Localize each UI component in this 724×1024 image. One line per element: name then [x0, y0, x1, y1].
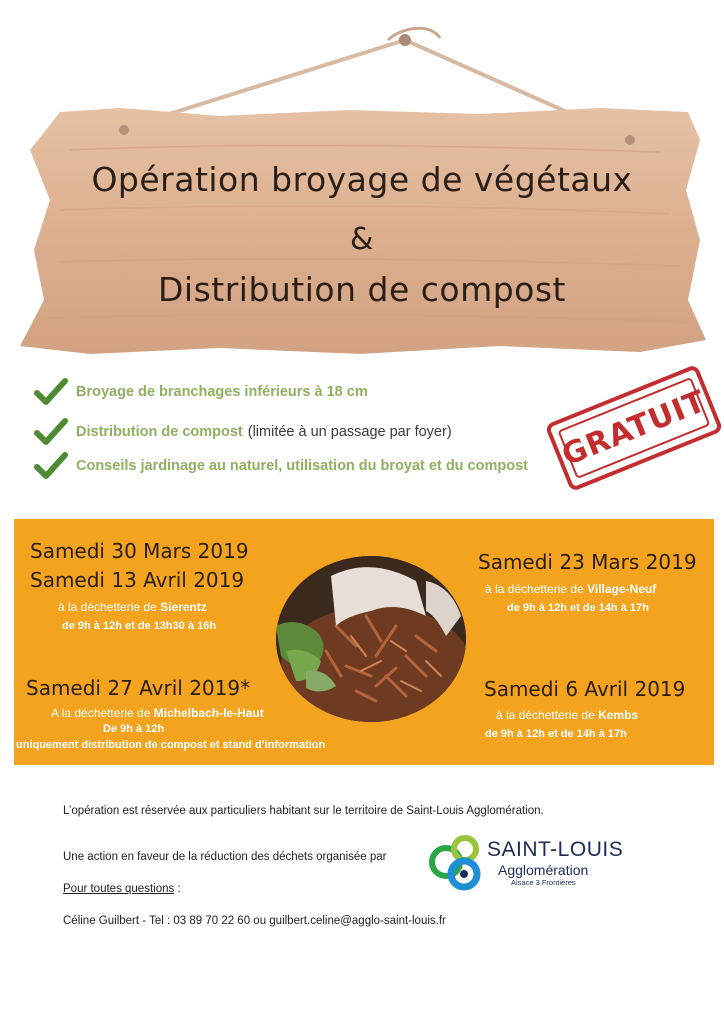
gratuit-stamp: [544, 364, 723, 492]
event-date: Samedi 13 Avril 2019: [30, 568, 245, 592]
logo-tagline: Alsace 3 Frontières: [511, 878, 576, 887]
action-text: Une action en faveur de la réduction des déchets organisée par: [63, 851, 387, 863]
location-name: Kembs: [598, 708, 639, 722]
wood-chips-illustration: [276, 556, 466, 722]
event-hours: de 9h à 12h et de 13h30 à 16h: [62, 620, 217, 632]
stamp-text: GRATUIT: [556, 383, 712, 473]
location-name: Sierentz: [160, 600, 207, 614]
reserved-notice: L’opération est réservée aux particuliers habitant sur le territoire de Saint-Louis Agglomération.: [63, 805, 544, 817]
event-hours: de 9h à 12h et de 14h à 17h: [507, 602, 649, 614]
event-location: à la déchetterie de Sierentz: [58, 600, 207, 614]
check-item-2: [34, 416, 452, 448]
event-note: uniquement distribution de compost et stand d’information: [16, 739, 326, 751]
check-icon: [34, 377, 68, 407]
event-date: Samedi 30 Mars 2019: [30, 539, 249, 563]
event-hours: De 9h à 12h: [103, 723, 165, 735]
sign-hole-right: [625, 135, 635, 145]
event-location: A la déchetterie de Michelbach-le-Haut: [51, 706, 264, 720]
nail: [399, 34, 411, 46]
title-line-2: Distribution de compost: [158, 270, 566, 309]
title-ampersand: &: [350, 222, 374, 257]
questions-label: Pour toutes questions: [63, 883, 175, 895]
wood-chips-photo: [276, 556, 466, 722]
location-name: Michelbach-le-Haut: [153, 706, 264, 720]
check-item-3: [34, 450, 528, 482]
check-item-text: Conseils jardinage au naturel, utilisation du broyat et du compost: [76, 458, 528, 474]
stamp-inner-border: [558, 377, 711, 479]
check-item-note: (limitée à un passage par foyer): [247, 424, 452, 440]
event-location: à la déchetterie de Village-Neuf: [485, 582, 657, 596]
nail-hook: [388, 28, 440, 40]
event-location: à la déchetterie de Kembs: [496, 708, 639, 722]
event-date: Samedi 27 Avril 2019*: [26, 676, 251, 700]
check-item-1: [34, 376, 368, 408]
contact-line: Céline Guilbert - Tel : 03 89 70 22 60 ou guilbert.celine@agglo-saint-louis.fr: [63, 915, 446, 927]
event-date: Samedi 23 Mars 2019: [478, 550, 697, 574]
event-hours: de 9h à 12h et de 14h à 17h: [485, 728, 627, 740]
check-icon: [34, 451, 68, 481]
title-line-1: Opération broyage de végétaux: [91, 160, 633, 199]
location-name: Village-Neuf: [587, 582, 657, 596]
sign-hole-left: [119, 125, 129, 135]
check-item-text: Distribution de compost: [76, 424, 243, 440]
saint-louis-logo-icon: [428, 832, 484, 892]
questions-heading: Pour toutes questions :: [63, 883, 181, 895]
event-date: Samedi 6 Avril 2019: [484, 677, 686, 701]
check-icon: [34, 417, 68, 447]
logo-subtitle: Agglomération: [498, 862, 589, 878]
logo-name: SAINT-LOUIS: [487, 838, 624, 861]
check-item-text: Broyage de branchages inférieurs à 18 cm: [76, 384, 368, 400]
